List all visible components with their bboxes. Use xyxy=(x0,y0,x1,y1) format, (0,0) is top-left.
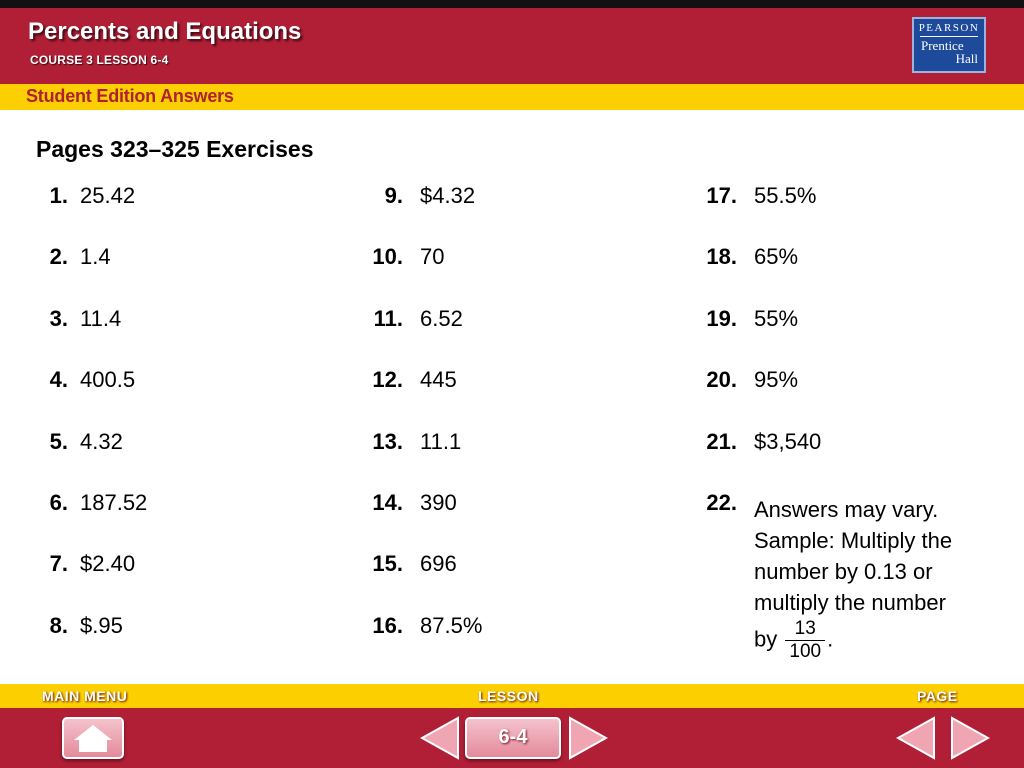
exercise-answer: 11.4 xyxy=(80,306,122,331)
exercise-answer: 187.52 xyxy=(80,490,148,515)
exercise-number: 13. xyxy=(372,429,403,454)
exercise-number: 15. xyxy=(372,551,403,576)
exercise-number: 1. xyxy=(49,183,68,208)
exercise-number: 20. xyxy=(706,367,737,392)
logo-text-prentice: Prentice xyxy=(921,38,964,53)
exercise-answer: 95% xyxy=(754,367,799,392)
course-lesson-label: COURSE 3 LESSON 6-4 xyxy=(30,53,169,67)
exercise-answer: $.95 xyxy=(80,613,123,638)
exercise-answer: 4.32 xyxy=(80,429,123,454)
subtitle-band xyxy=(0,84,1024,110)
exercise-number: 4. xyxy=(49,367,68,392)
exercise-number: 5. xyxy=(49,429,68,454)
exercise-answer: $4.32 xyxy=(420,183,476,208)
home-button[interactable] xyxy=(62,717,124,759)
page-title: Percents and Equations xyxy=(28,18,302,45)
exercise-number: 11. xyxy=(373,306,403,331)
fraction-denominator: 100 xyxy=(789,641,822,662)
answer-row xyxy=(0,306,1024,336)
fraction xyxy=(785,618,825,663)
lesson-next-arrow-icon[interactable] xyxy=(568,716,608,760)
answer-row xyxy=(0,367,1024,397)
fraction-numerator: 13 xyxy=(785,618,825,641)
exercise-number: 3. xyxy=(49,306,68,331)
lesson-button-label: 6-4 xyxy=(498,726,528,748)
answer-22-period: . xyxy=(827,626,834,652)
answer-22-line: number by 0.13 or xyxy=(754,559,933,584)
logo-text-pearson: PEARSON xyxy=(918,22,980,34)
main-menu-label: MAIN MENU xyxy=(42,688,128,704)
exercise-answer: $2.40 xyxy=(80,551,136,576)
exercise-number: 22. xyxy=(706,490,737,515)
exercise-answer: $3,540 xyxy=(754,429,822,454)
home-icon xyxy=(64,719,122,757)
exercise-answer: 70 xyxy=(420,244,445,269)
top-border xyxy=(0,0,1024,8)
exercise-number: 21. xyxy=(706,429,737,454)
exercise-number: 16. xyxy=(372,613,403,638)
answer-row xyxy=(0,183,1024,213)
exercise-answer: 65% xyxy=(754,244,799,269)
answer-row xyxy=(0,429,1024,459)
exercise-answer: 445 xyxy=(420,367,457,392)
page-prev-arrow-icon[interactable] xyxy=(896,716,936,760)
exercise-answer: 696 xyxy=(420,551,457,576)
answer-22-line: multiply the number xyxy=(754,590,946,615)
lesson-button[interactable] xyxy=(465,717,561,759)
exercise-number: 10. xyxy=(372,244,403,269)
lesson-prev-arrow-icon[interactable] xyxy=(420,716,460,760)
exercise-answer: 87.5% xyxy=(420,613,483,638)
answer-22-line: Answers may vary. xyxy=(754,497,939,522)
exercise-answer: 55% xyxy=(754,306,799,331)
pearson-logo xyxy=(912,17,986,73)
exercise-answer: 55.5% xyxy=(754,183,817,208)
exercise-answer: 400.5 xyxy=(80,367,136,392)
exercise-number: 8. xyxy=(49,613,68,638)
answer-22-text xyxy=(754,494,1004,663)
answer-22-line: Sample: Multiply the xyxy=(754,528,953,553)
footer-label-band xyxy=(0,684,1024,708)
exercise-number: 17. xyxy=(706,183,737,208)
exercise-answer: 1.4 xyxy=(80,244,111,269)
exercise-number: 12. xyxy=(372,367,403,392)
exercise-number: 14. xyxy=(372,490,403,515)
exercise-answer: 6.52 xyxy=(420,306,463,331)
exercise-number: 9. xyxy=(384,183,403,208)
answer-22-last-line xyxy=(754,618,1004,663)
exercise-number: 19. xyxy=(706,306,737,331)
exercise-number: 7. xyxy=(49,551,68,576)
exercise-number: 18. xyxy=(706,244,737,269)
answer-22-by: by xyxy=(754,626,778,652)
logo-divider xyxy=(920,36,978,37)
exercise-answer: 390 xyxy=(420,490,457,515)
header-bar xyxy=(0,8,1024,84)
page-next-arrow-icon[interactable] xyxy=(950,716,990,760)
logo-text-hall: Hall xyxy=(955,51,978,66)
exercise-number: 2. xyxy=(49,244,68,269)
section-subtitle: Student Edition Answers xyxy=(26,86,234,106)
exercise-answer: 25.42 xyxy=(80,183,136,208)
exercises-heading: Pages 323–325 Exercises xyxy=(36,136,314,162)
exercise-answer: 11.1 xyxy=(420,429,462,454)
lesson-label: LESSON xyxy=(478,688,539,704)
page-label: PAGE xyxy=(917,688,958,704)
answer-row xyxy=(0,244,1024,274)
exercise-number: 6. xyxy=(49,490,68,515)
